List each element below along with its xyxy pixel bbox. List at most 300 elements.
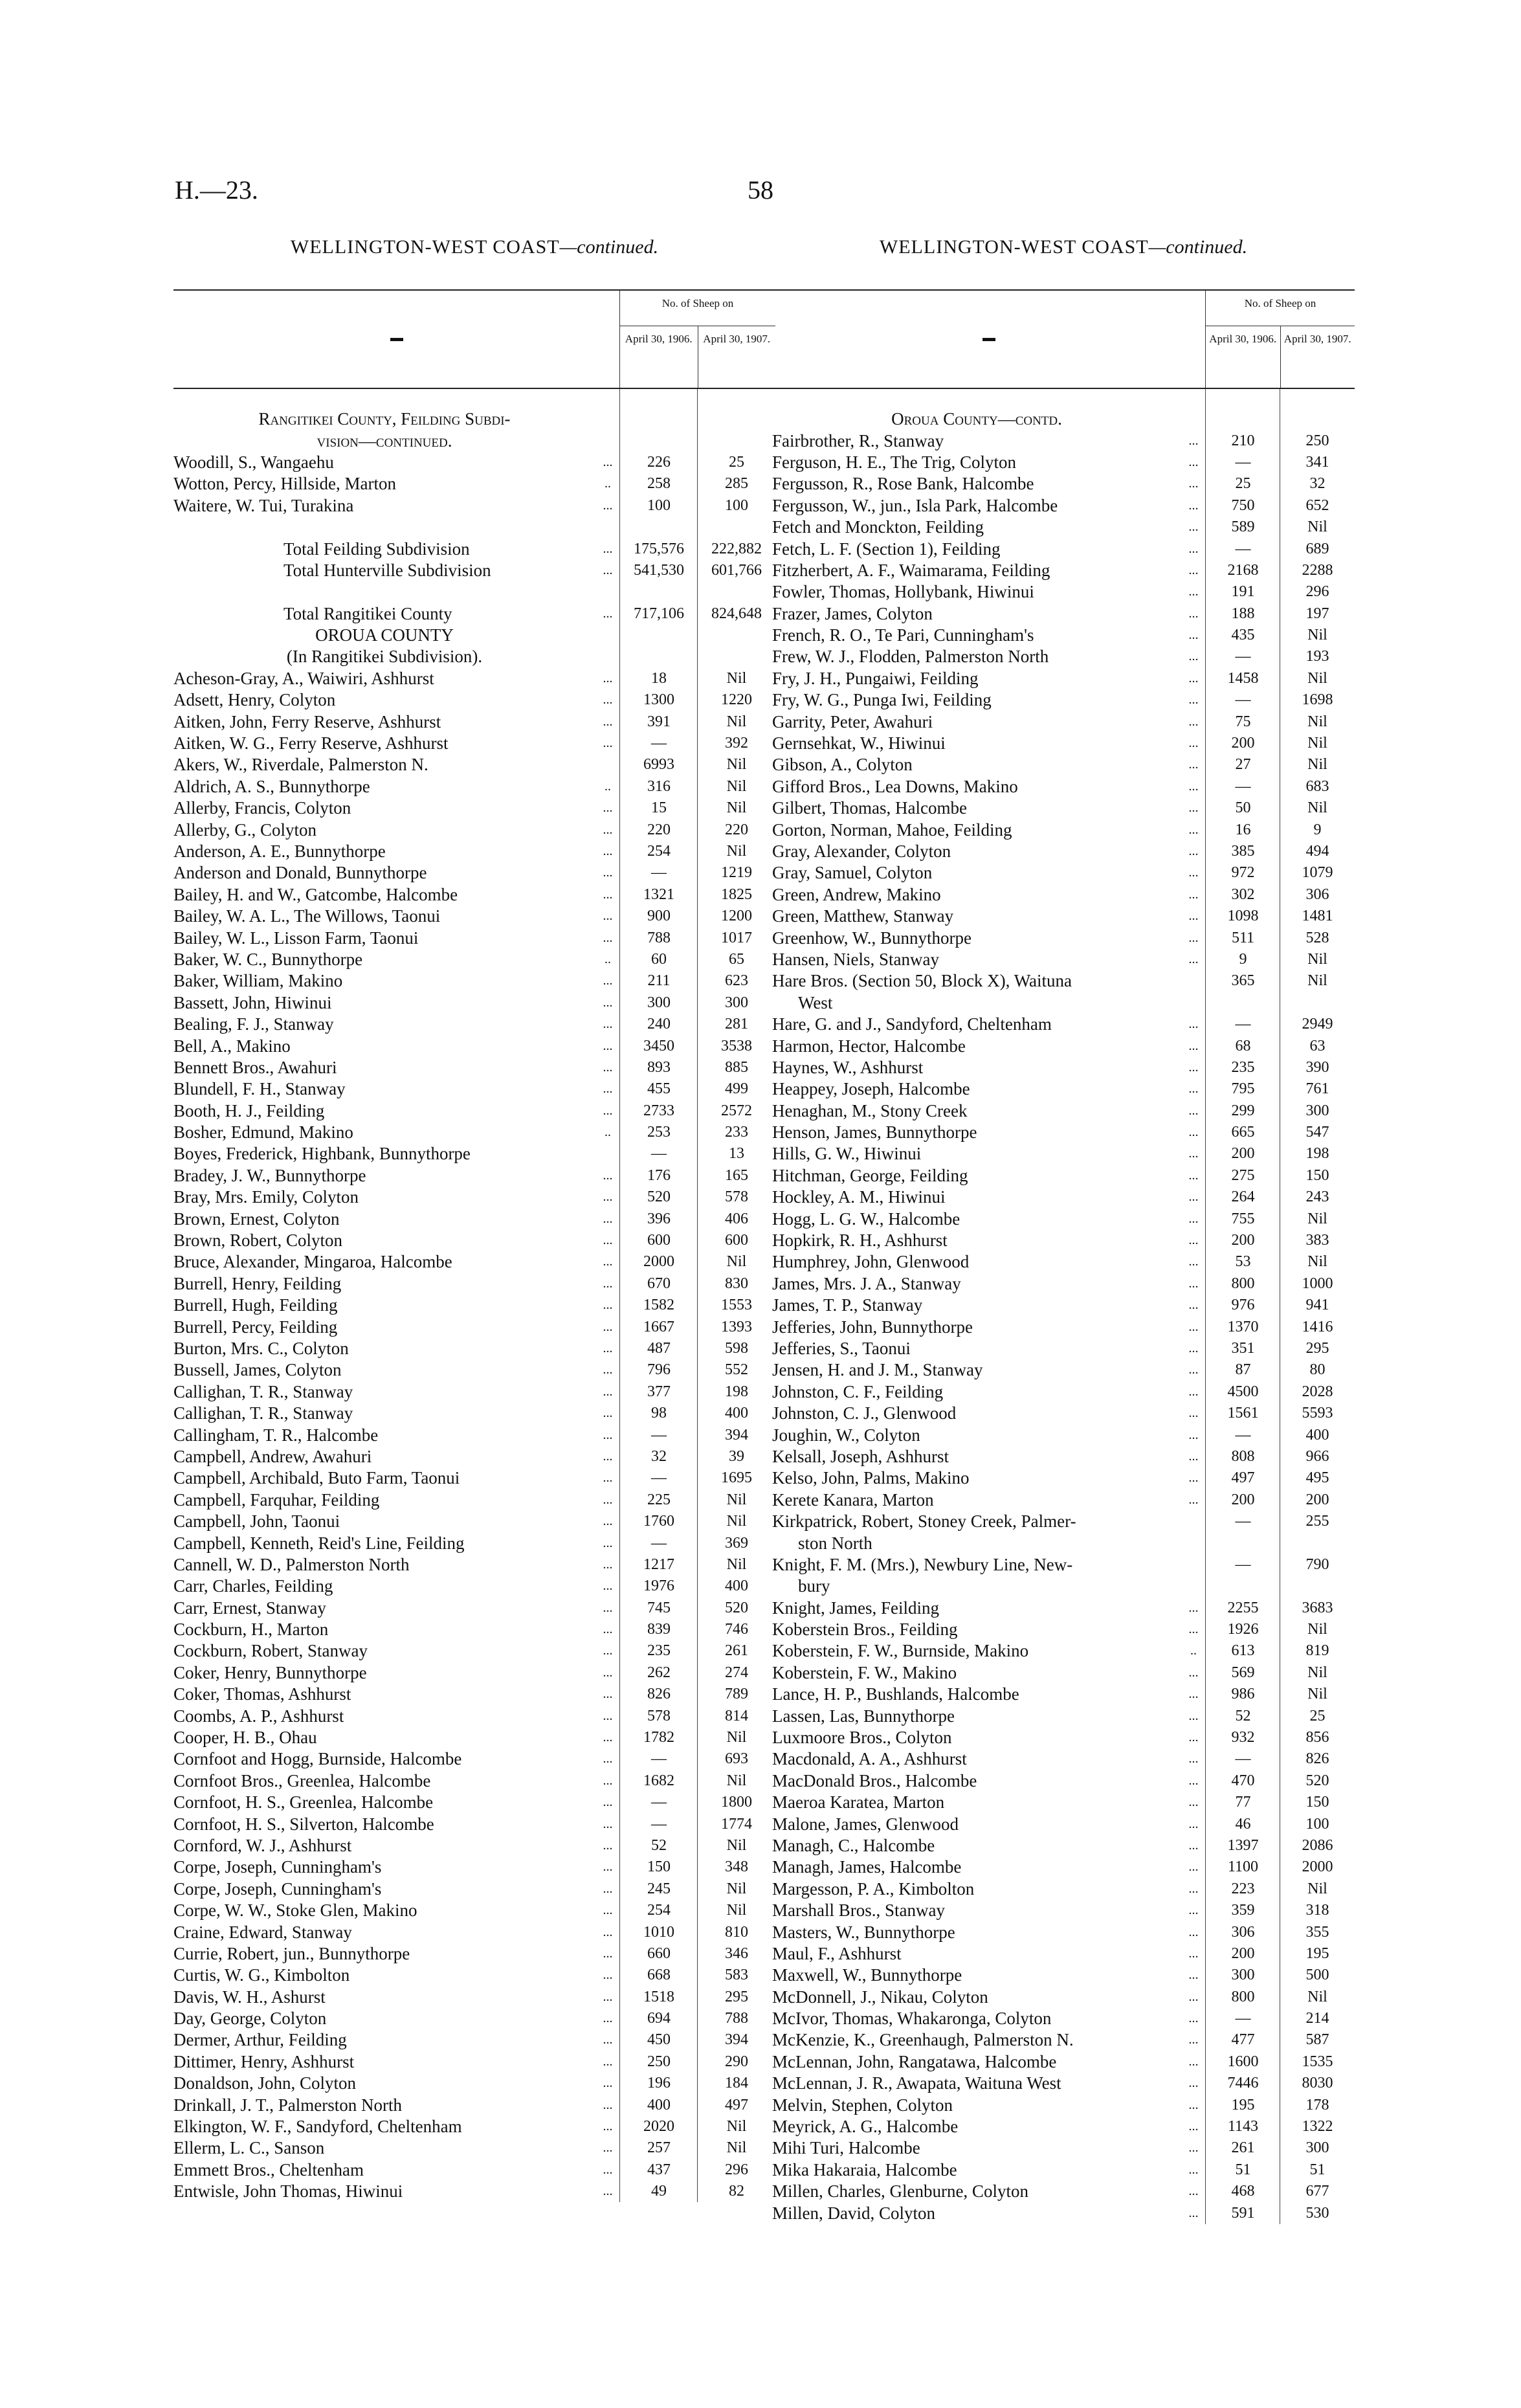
owner-name: Millen, David, Colyton [772,2203,935,2223]
table-row [173,2073,775,2094]
leader-dots: ... [603,563,613,577]
table-row [173,1748,775,1770]
owner-name: Hitchman, George, Feilding [772,1165,968,1185]
sheep-1906-value: 600 [647,1232,671,1249]
table-row [772,862,1355,884]
table-row [772,1878,1355,1900]
owner-name: McLennan, J. R., Awapata, Waituna West [772,2073,1061,2093]
sheep-1906-value: 800 [1231,1988,1255,2005]
sheep-1907-value: 1416 [1302,1318,1333,1335]
sheep-1906-value: 77 [1235,1794,1251,1811]
sheep-1906-value: 316 [647,777,671,795]
owner-name: Booth, H. J., Feilding [173,1100,325,1120]
sheep-1907-value: 150 [1305,1794,1329,1811]
leader-dots: ... [1188,2054,1199,2069]
leader-dots: ... [603,1082,613,1097]
sheep-1906-value: 351 [1231,1339,1255,1357]
leader-dots: ... [1188,844,1199,858]
owner-name: Cornfoot and Hogg, Burnside, Halcombe [173,1749,462,1769]
sheep-1907-value: 789 [725,1686,748,1703]
left-col-1906-header: April 30, 1906. [625,333,693,345]
leader-dots: ... [1188,1665,1199,1680]
sheep-1906-value: 150 [647,1858,671,1876]
table-row [772,473,1355,495]
sheep-1906-value: 795 [1231,1080,1255,1098]
right-heading-suffix: —continued. [1148,236,1248,258]
leader-dots: ... [1188,1211,1199,1226]
owner-name: Boyes, Frederick, Highbank, Bunnythorpe [173,1144,471,1164]
table-row [173,1467,775,1489]
table-row [772,1424,1355,1445]
sheep-1907-value: 198 [725,1383,748,1400]
sheep-1907-value: Nil [726,669,747,687]
owner-name: Callingham, T. R., Halcombe [173,1425,379,1445]
sheep-1907-value: Nil [1307,1253,1327,1271]
table-row [173,1078,775,1100]
sheep-1907-value: 552 [725,1361,748,1379]
table-row [772,1273,1355,1295]
sheep-1906-value: 253 [647,1124,671,1141]
owner-name: Day, George, Colyton [173,2009,327,2029]
sheep-1906-value: 4500 [1227,1383,1259,1400]
table-row [173,1684,775,1705]
sheep-1906-value: 396 [647,1210,671,1227]
table-row [173,1057,775,1078]
sheep-1907-value: 601,766 [711,561,762,579]
leader-dots: ... [1188,1881,1199,1896]
leader-dots: ... [1188,1233,1199,1248]
table-row [173,2181,775,2202]
leader-dots: ... [603,2141,613,2156]
owner-name: McDonnell, J., Nikau, Colyton [772,1987,988,2007]
owner-name: Bruce, Alexander, Mingaroa, Halcombe [173,1252,452,1272]
column-rule [697,389,698,2202]
county-heading [173,646,775,667]
leader-dots: ... [1188,1816,1199,1831]
sheep-1906-value: 1682 [643,1772,674,1789]
sheep-1906-value: 613 [1231,1642,1255,1660]
table-row [173,495,775,517]
sheep-1907-value: 39 [729,1447,744,1465]
sheep-1907-value: 300 [1305,1102,1329,1119]
owner-name: Jefferies, John, Bunnythorpe [772,1317,973,1337]
leader-dots: ... [1188,909,1199,924]
leader-dots: ... [1188,2162,1199,2177]
sheep-1907-value: 197 [1305,605,1329,622]
sheep-1906-value: 6993 [643,756,674,774]
sheep-1907-value: 761 [1305,1080,1329,1098]
sheep-1907-value: 51 [1309,2161,1326,2178]
owner-name: Kelsall, Joseph, Ashhurst [772,1446,949,1466]
sheep-1906-value: 455 [647,1080,671,1098]
table-row [173,733,775,754]
leader-dots: ... [1188,433,1199,448]
owner-name: Aitken, W. G., Ferry Reserve, Ashhurst [173,733,449,753]
table-row [772,754,1355,775]
leader-dots: ... [603,1492,613,1507]
sheep-1907-value: 856 [1305,1729,1329,1746]
sheep-1906-value: 893 [647,1058,671,1076]
leader-dots: ... [603,887,613,902]
dash-mark [983,338,995,341]
sheep-1906-value: 359 [1231,1902,1255,1919]
table-row [772,1359,1355,1381]
sheep-1907-value: 1000 [1302,1275,1333,1292]
owner-name: Cornfoot, H. S., Greenlea, Halcombe [173,1792,434,1812]
table-row [772,1619,1355,1640]
sheep-1907-value: Nil [1307,972,1327,990]
sheep-1907-value: Nil [726,1836,747,1854]
table-row [772,560,1355,581]
owner-name: Millen, Charles, Glenburne, Colyton [772,2181,1028,2202]
owner-name: Bussell, James, Colyton [173,1360,342,1380]
owner-name: (In Rangitikei Subdivision). [286,647,483,667]
table-row [173,1878,775,1900]
sheep-1906-value: 745 [647,1599,671,1616]
sheep-1907-value: 300 [725,994,748,1011]
leader-dots: ... [1188,887,1199,902]
table-row [173,2029,775,2051]
leader-dots: ... [1188,1190,1199,1205]
table-row [772,776,1355,797]
sheep-1906-value: 200 [1231,1232,1255,1249]
sheep-1907-value: 346 [725,1945,748,1962]
table-row [772,1467,1355,1489]
sheep-1906-value: 1561 [1227,1405,1259,1422]
sheep-1907-value: 2000 [1302,1858,1333,1876]
sheep-1906-value: 477 [1231,2031,1255,2049]
sheep-1907-value: Nil [726,1902,747,1919]
section-heading [173,430,775,451]
leader-dots: ... [1188,693,1199,708]
table-row [772,711,1355,732]
owner-name: OROUA COUNTY [315,625,454,645]
sheep-1906-value: — [1235,691,1251,709]
table-row [772,733,1355,754]
leader-dots: ... [603,1017,613,1032]
owner-name: Adsett, Henry, Colyton [173,690,336,710]
sheep-1906-value: 1782 [643,1729,674,1746]
table-row [173,1035,775,1056]
leader-dots: ... [1188,1406,1199,1421]
table-row [772,1835,1355,1856]
sheep-1907-value: 520 [1305,1772,1329,1789]
table-row [772,1143,1355,1165]
sheep-1907-value: 652 [1305,496,1329,514]
table-row [173,1251,775,1273]
leader-dots: ... [603,693,613,708]
sheep-1907-value: 281 [725,1016,748,1033]
total-row [173,538,775,559]
sheep-1906-value: 400 [647,2096,671,2113]
sheep-1907-value: 200 [1305,1491,1329,1508]
leader-dots: ... [1188,1924,1199,1939]
sheep-1907-value: 2572 [721,1102,752,1119]
table-row [772,2073,1355,2094]
sheep-1907-value: 689 [1305,540,1329,557]
leader-dots: ... [1188,1125,1199,1140]
leader-dots: ... [1188,498,1199,513]
sheep-1906-value: 191 [1231,583,1255,601]
sheep-1907-value: 406 [725,1210,748,1227]
sheep-1906-value: 365 [1231,972,1255,990]
leader-dots: ... [603,1535,613,1550]
owner-name: Koberstein, F. W., Burnside, Makino [772,1641,1029,1661]
sheep-1906-value: 176 [647,1166,671,1184]
leader-dots: ... [1188,865,1199,880]
leader-dots: ... [603,801,613,816]
sheep-1906-value: 497 [1231,1469,1255,1487]
sheep-1906-value: 578 [647,1707,671,1724]
leader-dots: ... [603,541,613,556]
table-row [772,1381,1355,1403]
owner-name: Gibson, A., Colyton [772,755,913,775]
sheep-1906-value: — [1235,777,1251,795]
owner-name: Malone, James, Glenwood [772,1814,959,1834]
sheep-1906-value: 211 [647,972,671,990]
owner-name: Lassen, Las, Bunnythorpe [772,1706,955,1726]
leader-dots: ... [603,1860,613,1875]
owner-name: Burrell, Hugh, Feilding [173,1295,338,1315]
leader-dots: ... [603,1946,613,1961]
sheep-1906-value: 200 [1231,1491,1255,1508]
table-row [772,1640,1355,1662]
sheep-1907-value: 295 [725,1988,748,2005]
table-row [772,689,1355,711]
owner-name: Acheson-Gray, A., Waiwiri, Ashhurst [173,668,434,688]
owner-name: Coker, Thomas, Ashhurst [173,1684,351,1704]
table-row [173,1489,775,1511]
leader-dots: ... [1188,606,1199,621]
sheep-1906-value: 9 [1239,950,1247,968]
owner-name: Kelso, John, Palms, Makino [772,1468,970,1488]
sheep-1907-value: 583 [725,1967,748,1984]
sheep-1906-value: 2255 [1227,1599,1259,1616]
table-row [772,1511,1355,1532]
leader-dots: ... [603,1838,613,1853]
leader-dots: ... [1188,1103,1199,1118]
sheep-1906-value: 261 [1231,2139,1255,2157]
sheep-1906-value: 694 [647,2010,671,2027]
sheep-1907-value: 250 [1305,432,1329,449]
sheep-1906-value: 100 [647,496,671,514]
leader-dots: ... [1188,1017,1199,1032]
owner-name: Hills, G. W., Hiwinui [772,1144,922,1164]
owner-name: Craine, Edward, Stanway [173,1922,352,1942]
owner-name: West [798,992,833,1012]
owner-name: Masters, W., Bunnythorpe [772,1922,955,1942]
leader-dots: ... [1188,779,1199,794]
owner-name: Gray, Samuel, Colyton [772,863,933,883]
table-row [772,1251,1355,1273]
table-row [772,1446,1355,1467]
sheep-1907-value: 394 [725,1426,748,1444]
table-row [772,1532,1355,1554]
owner-name: Donaldson, John, Colyton [173,2073,357,2093]
leader-dots: ... [603,2033,613,2047]
owner-name: Drinkall, J. T., Palmerston North [173,2095,402,2115]
owner-name: Fowler, Thomas, Hollybank, Hiwinui [772,582,1034,602]
sheep-1907-value: 500 [1305,1967,1329,1984]
owner-name: Burrell, Henry, Feilding [173,1273,342,1293]
table-row [173,970,775,992]
table-row [772,1078,1355,1100]
leader-dots: ... [1188,1622,1199,1637]
sheep-1906-value: — [1235,1750,1251,1768]
leader-dots: ... [1188,1795,1199,1810]
table-row [772,625,1355,646]
owner-name: Gray, Alexander, Colyton [772,842,951,861]
sheep-1906-value: 2020 [643,2118,674,2135]
leader-dots: .. [605,476,611,491]
sheep-1906-value: 788 [647,929,671,946]
leader-dots: ... [1188,1341,1199,1355]
sheep-1907-value: 693 [725,1750,748,1768]
owner-name: Haynes, W., Ashhurst [772,1057,924,1077]
leader-dots: ... [1188,1384,1199,1399]
leader-dots: ... [603,1168,613,1183]
table-row [173,1403,775,1424]
sheep-1907-value: 296 [1305,583,1329,601]
sheep-1907-value: Nil [726,1555,747,1573]
table-row [173,1230,775,1251]
owner-name: Woodill, S., Wangaehu [173,452,334,472]
sheep-1906-value: 1217 [643,1555,674,1573]
leader-dots: ... [603,1924,613,1939]
sheep-1907-value: 355 [1305,1923,1329,1941]
leader-dots: ... [603,454,613,469]
sheep-1906-value: — [651,1469,667,1487]
owner-name: Bassett, John, Hiwinui [173,992,332,1012]
owner-name: Kerete Kanara, Marton [772,1489,934,1510]
sheep-1906-value: 52 [1235,1707,1251,1724]
owner-name: Johnston, C. J., Glenwood [772,1403,957,1423]
owner-name: Fitzherbert, A. F., Waimarama, Feilding [772,560,1050,580]
sheep-1907-value: 348 [725,1858,748,1876]
table-row [772,1014,1355,1035]
owner-name: Cornfoot Bros., Greenlea, Halcombe [173,1770,431,1790]
owner-name: Managh, James, Halcombe [772,1857,962,1877]
leader-dots: ... [603,1427,613,1442]
owner-name: Carr, Charles, Feilding [173,1576,333,1596]
sheep-1907-value: 184 [725,2075,748,2092]
sheep-1906-value: 589 [1231,518,1255,536]
table-row [173,1727,775,1748]
owner-name: Knight, James, Feilding [772,1598,939,1618]
sheep-1907-value: 300 [1305,2139,1329,2157]
sheep-1907-value: 1535 [1302,2053,1333,2070]
sheep-1906-value: 665 [1231,1124,1255,1141]
table-row [772,1684,1355,1705]
leader-dots: ... [1188,1427,1199,1442]
sheep-1906-value: 196 [647,2075,671,2092]
owner-name: James, Mrs. J. A., Stanway [772,1273,961,1293]
sheep-1907-value: 2288 [1302,561,1333,579]
leader-dots: ... [1188,1838,1199,1853]
owner-name: Henaghan, M., Stony Creek [772,1100,968,1120]
table-row [772,1403,1355,1424]
table-row [173,452,775,473]
table-row [772,1100,1355,1122]
leader-dots: ... [603,1816,613,1831]
leader-dots: ... [1188,1989,1199,2004]
table-row [173,1770,775,1792]
leader-dots: ... [603,1103,613,1118]
sheep-1907-value: 824,648 [711,605,762,622]
right-heading-text: WELLINGTON-WEST COAST [879,236,1149,258]
table-row [173,819,775,840]
leader-dots: ... [1188,520,1199,535]
sheep-1906-value: 3450 [643,1037,674,1054]
owner-name: Anderson and Donald, Bunnythorpe [173,863,427,883]
table-row [772,2051,1355,2073]
sheep-1907-value: 285 [725,475,748,493]
leader-dots: ... [603,2054,613,2069]
owner-name: Mika Hakaraia, Halcombe [772,2159,957,2179]
leader-dots: ... [603,822,613,837]
sheep-1906-value: 220 [647,821,671,838]
sheep-1906-value: 225 [647,1491,671,1508]
table-row [173,906,775,927]
sheep-1906-value: 1397 [1227,1836,1259,1854]
sheep-1907-value: 2028 [1302,1383,1333,1400]
owner-name: Anderson, A. E., Bunnythorpe [173,842,386,861]
leader-dots: ... [1188,1903,1199,1918]
owner-name: Fetch and Monckton, Feilding [772,517,984,537]
leader-dots: ... [603,1557,613,1572]
sheep-1906-value: 46 [1235,1815,1251,1833]
sheep-1906-value: 391 [647,713,671,730]
owner-name: Harmon, Hector, Halcombe [772,1036,966,1056]
sheep-1907-value: 65 [729,950,744,968]
table-row [772,538,1355,559]
sheep-1906-value: 1100 [1227,1858,1259,1876]
sheep-1907-value: Nil [1307,756,1327,774]
table-row [173,754,775,775]
sheep-1906-value: 986 [1231,1686,1255,1703]
table-row [772,452,1355,473]
sheep-1906-value: 487 [647,1339,671,1357]
sheep-1906-value: 60 [651,950,667,968]
sheep-1907-value: 222,882 [711,540,762,557]
sheep-1907-value: 600 [725,1232,748,1249]
table-row [173,1295,775,1316]
leader-dots: ... [1188,822,1199,837]
leader-dots: ... [603,1060,613,1075]
sheep-1906-value: 87 [1235,1361,1251,1379]
table-row [772,2159,1355,2181]
left-col-1907-header: April 30, 1907. [698,326,776,388]
leader-dots: ... [1188,2141,1199,2156]
sheep-1906-value: 15 [651,799,667,817]
table-row [772,1770,1355,1792]
sheep-1906-value: 1010 [643,1923,674,1941]
table-row [173,1165,775,1187]
sheep-1906-value: 932 [1231,1729,1255,1746]
table-row [173,992,775,1014]
owner-name: Curtis, W. G., Kimbolton [173,1965,350,1985]
sheep-1907-value: 296 [725,2161,748,2178]
sheep-1907-value: 1698 [1302,691,1333,709]
table-row [772,495,1355,517]
table-row [772,2094,1355,2115]
right-table-body [772,389,1355,2224]
table-row [772,1748,1355,1770]
owner-name: Gilbert, Thomas, Halcombe [772,798,967,818]
owner-name: Frew, W. J., Flodden, Palmerston North [772,647,1049,667]
sheep-1907-value: 1774 [721,1815,752,1833]
leader-dots: ... [603,2097,613,2112]
